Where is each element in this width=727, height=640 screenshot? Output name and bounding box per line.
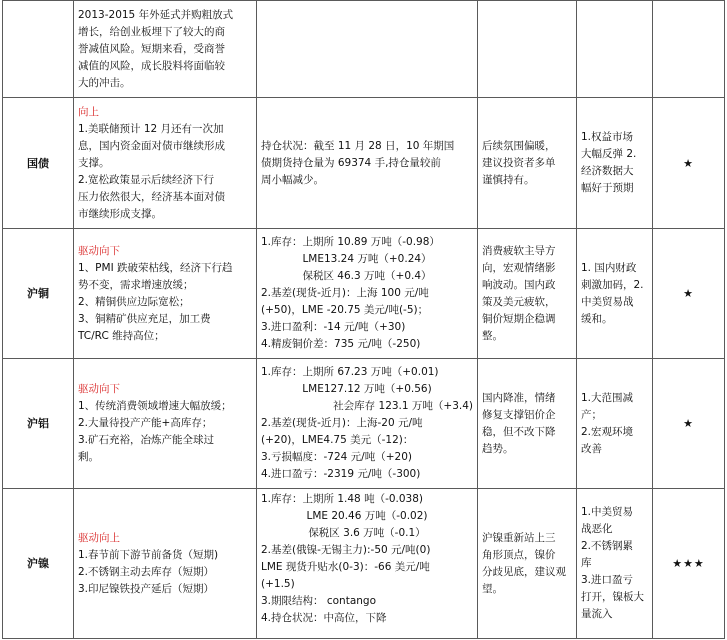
driver-line: 2.大量待投产产能+高库存； [78,417,213,429]
risk-line: 打开，镍板大 [581,591,644,603]
risk-line: 1.权益市场 [581,131,634,143]
direction-label: 驱动向上 [78,531,120,544]
driver-cell [74,359,257,489]
driver-line: 2013-2015 年外延式并购粗放式 [78,8,234,21]
position-line: 2.基差(现货-近月)：上海 100 元/吨 [261,287,429,299]
table-row-hulv [3,359,725,489]
view-line: 向，宏观情绪影 [482,261,556,274]
view-line: 沪镍重新站上三 [482,531,556,544]
position-cell [257,359,478,489]
driver-line: 1、传统消费领域增速大幅放缓； [78,400,232,412]
commodity-name: 国债 [3,98,74,229]
position-line: 债期货持仓量为 69374 手,持仓量较前 [261,156,441,169]
driver-line: 大的冲击。 [78,76,131,89]
view-line: 策及美元疲软， [482,295,556,308]
risk-cell [577,229,653,359]
risk-line: 缓和。 [581,312,613,325]
position-line: 社会库存 123.1 万吨（+3.4) [333,400,473,412]
driver-line: 剩。 [78,451,99,463]
risk-line: 经济数据大 [581,165,634,177]
risk-cell [577,98,653,229]
driver-line: 誉减值风险。短期来看，受商誉 [78,42,225,55]
position-line: (+50)，LME -20.75 美元/吨(-5)； [261,304,429,316]
driver-line: 减值的风险，成长股料将面临较 [78,59,225,72]
position-cell [257,489,478,639]
risk-line: 3.进口盈亏 [581,574,634,586]
view-line: 趋势。 [482,442,514,455]
position-line: 3.期限结构： contango [261,595,377,607]
rating-cell [653,1,725,98]
position-line: LME13.24 万吨（+0.24） [302,253,432,265]
risk-line: 中美贸易战 [581,295,634,308]
risk-line: 库 [581,557,592,569]
view-line: 国内降准，情绪 [482,391,556,404]
risk-line: 1.中美贸易 [581,506,634,518]
position-cell [257,98,478,229]
driver-line: TC/RC 维持高位； [78,329,165,342]
risk-line: 1. 国内财政 [581,261,637,274]
view-line: 后续氛围偏暖， [482,139,556,152]
risk-line: 幅好于预期 [581,182,634,194]
risk-line: 大幅反弹 2. [581,148,637,160]
driver-line: 3.印尼镍铁投产延后（短期） [78,582,215,595]
driver-cell [74,229,257,359]
position-line: 4.持仓状况：中高位，下降 [261,612,387,624]
commodity-name: 沪铝 [3,359,74,489]
driver-line: 3.矿石充裕，冶炼产能全球过 [78,434,215,446]
risk-line: 产； [581,408,602,421]
direction-label: 驱动向下 [78,383,120,395]
position-line: 4.精废铜价差：735 元/吨（-250) [261,338,421,350]
view-line: 谨慎持有。 [482,173,535,186]
view-cell [478,489,577,639]
position-line: LME 现货升贴水(0-3)：-66 美元/吨 [261,561,430,573]
risk-line: 1.大范围减 [581,391,634,404]
position-line: LME 20.46 万吨（-0.02) [306,510,428,522]
futures-strategy-table [2,0,725,639]
driver-line: 1、PMI 跌破荣枯线，经济下行趋 [78,261,233,274]
commodity-name: 沪铜 [3,229,74,359]
risk-cell [577,359,653,489]
position-cell [257,1,478,98]
risk-cell [577,1,653,98]
commodity-name [3,1,74,98]
position-line: 3.进口盈利：-14 元/吨（+30) [261,321,406,333]
driver-line: 2、精铜供应边际宽松； [78,295,190,308]
position-line: 保税区 3.6 万吨（-0.1） [308,527,426,539]
risk-line: 量流入 [581,608,613,620]
table-row-guozhai [3,98,725,229]
rating-stars: ★ [653,359,725,489]
risk-cell [577,489,653,639]
driver-cell [74,1,257,98]
position-line: 3.亏损幅度：-724 元/吨（+20) [261,451,412,463]
driver-line: 压力依然很大，经济基本面对债 [78,190,225,203]
view-line: 角形顶点，镍价 [482,548,556,561]
driver-line: 3、铜精矿供应充足，加工费 [78,312,211,325]
driver-line: 增长，给创业板埋下了较大的商 [78,25,225,38]
driver-line: 2.宽松政策显示后续经济下行 [78,173,215,186]
position-line: 持仓状况：截至 11 月 28 日，10 年期国 [261,139,455,152]
risk-line: 改善 [581,442,602,455]
risk-line: 刺激加码，2. [581,278,644,291]
table-row-hunie [3,489,725,639]
position-line: (+1.5) [261,578,295,590]
driver-line: 1.美联储预计 12 月还有一次加 [78,122,224,135]
driver-line: 1.春节前下游节前备货（短期) [78,548,219,561]
risk-line: 2.宏观环境 [581,425,634,438]
position-line: 4.进口盈亏：-2319 元/吨（-300) [261,468,421,480]
view-cell [478,1,577,98]
table-row-hutong [3,229,725,359]
driver-cell [74,98,257,229]
commodity-name: 沪镍 [3,489,74,639]
view-line: 整。 [482,329,503,342]
driver-line: 市继续形成支撑。 [78,207,162,220]
position-line: 1.库存：上期所 67.23 万吨（+0.01) [261,366,439,378]
rating-stars: ★★★ [653,489,725,639]
view-line: 消费疲软主导方 [482,244,556,257]
view-line: 响波动。国内政 [482,278,556,291]
view-line: 建议投资者多单 [482,156,556,169]
rating-stars: ★ [653,98,725,229]
view-line: 分歧见底，建议观望。 [482,565,566,595]
view-line: 铜价短期企稳调 [482,312,556,325]
driver-line: 势不变，需求增速放缓； [78,278,194,291]
position-line: (+20)，LME4.75 美元（-12)： [261,434,414,446]
view-line: 稳，但不改下降 [482,425,556,438]
position-cell [257,229,478,359]
position-line: 2.基差(现货-近月)：上海-20 元/吨 [261,417,423,429]
view-cell [478,98,577,229]
risk-line: 2.不锈钢累 [581,540,634,552]
direction-label: 驱动向下 [78,244,120,257]
position-line: 周小幅减少。 [261,173,324,186]
position-line: 2.基差(俄镍-无锡主力):-50 元/吨(0) [261,544,431,556]
driver-line: 息，国内资金面对债市继续形成 [78,139,225,152]
position-line: 保税区 46.3 万吨（+0.4） [302,270,432,282]
driver-line: 支撑。 [78,156,110,169]
position-line: 1.库存：上期所 1.48 吨（-0.038) [261,493,424,505]
view-cell [478,359,577,489]
driver-cell [74,489,257,639]
driver-line: 2.不锈钢主动去库存（短期） [78,565,215,578]
position-line: LME127.12 万吨（+0.56) [302,383,432,395]
direction-label: 向上 [78,105,99,118]
position-line: 1.库存：上期所 10.89 万吨（-0.98） [261,236,440,248]
table-row-continuation [3,1,725,98]
view-line: 修复支撑铝价企 [482,408,556,421]
risk-line: 战恶化 [581,523,613,535]
rating-stars: ★ [653,229,725,359]
view-cell [478,229,577,359]
